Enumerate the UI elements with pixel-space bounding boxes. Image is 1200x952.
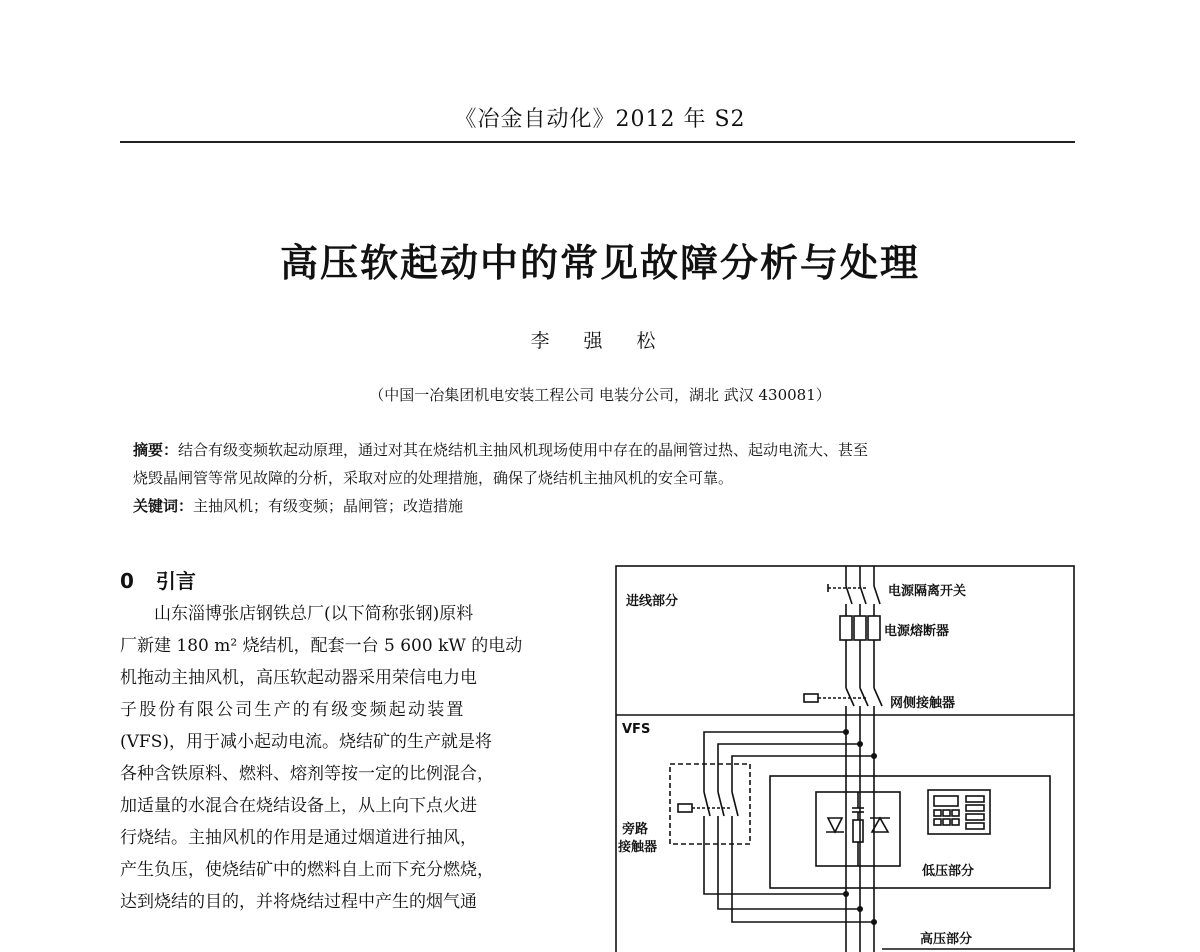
isolator-label: 电源隔离开关 bbox=[888, 584, 967, 599]
header-rule bbox=[120, 141, 1075, 143]
low-voltage-box bbox=[770, 776, 1050, 888]
keywords-text: 主抽风机；有级变频；晶闸管；改造措施 bbox=[193, 497, 464, 515]
section-body bbox=[120, 598, 582, 918]
affiliation: （中国一冶集团机电安装工程公司 电装分公司，湖北 武汉 430081） bbox=[369, 386, 831, 404]
abstract-line-1 bbox=[133, 436, 1038, 464]
abstract-line-2: 烧毁晶闸管等常见故障的分析，采取对应的处理措施，确保了烧结机主抽风机的安全可靠。 bbox=[133, 469, 734, 487]
paper-title: 高压软起动中的常见故障分析与处理 bbox=[279, 241, 920, 285]
vfs-label: VFS bbox=[622, 722, 651, 737]
bypass-contactor-symbol bbox=[670, 764, 750, 844]
section-title: 引言 bbox=[155, 569, 196, 593]
fuse-symbols bbox=[840, 616, 880, 688]
line-contactor-label: 网侧接触器 bbox=[890, 696, 956, 711]
section-number: 0 bbox=[120, 569, 134, 593]
bypass-label-1: 旁路 bbox=[622, 822, 649, 837]
abstract-text-1: 结合有级变频软起动原理，通过对其在烧结机主抽风机现场使用中存在的晶闸管过热、起动电流大、甚至 bbox=[178, 441, 869, 459]
isolator-switch-symbol bbox=[828, 584, 880, 616]
body-line: 机拖动主抽风机，高压软起动器采用荣信电力电 bbox=[120, 668, 477, 688]
section-heading bbox=[120, 565, 196, 594]
body-line: 山东淄博张店钢铁总厂(以下简称张钢)原料 bbox=[154, 604, 474, 624]
high-voltage-label: 高压部分 bbox=[920, 932, 973, 947]
fuse-label: 电源熔断器 bbox=[884, 624, 950, 639]
keywords-label: 关键词： bbox=[133, 497, 194, 515]
body-line: 各种含铁原料、燃料、熔剂等按一定的比例混合， bbox=[120, 764, 494, 784]
low-voltage-label: 低压部分 bbox=[922, 864, 975, 879]
keywords-line bbox=[133, 492, 1038, 520]
body-line: 子股份有限公司生产的有级变频起动装置 bbox=[120, 700, 466, 720]
body-line: 行烧结。主抽风机的作用是通过烟道进行抽风， bbox=[120, 828, 477, 848]
body-line: 加适量的水混合在烧结设备上，从上向下点火进 bbox=[120, 796, 477, 816]
incoming-section-label: 进线部分 bbox=[626, 594, 679, 609]
body-line: 达到烧结的目的，并将烧结过程中产生的烟气通 bbox=[120, 892, 477, 912]
body-line: 厂新建 180 m² 烧结机，配套一台 5 600 kW 的电动 bbox=[120, 636, 523, 656]
body-line: (VFS)，用于减小起动电流。烧结矿的生产就是将 bbox=[120, 732, 492, 752]
bypass-label-2: 接触器 bbox=[618, 840, 658, 855]
abstract-block bbox=[133, 436, 1038, 520]
thyristor-symbol bbox=[816, 792, 900, 866]
incoming-lines bbox=[846, 566, 874, 586]
author: 李 强 松 bbox=[530, 330, 670, 352]
abstract-label: 摘要： bbox=[133, 441, 179, 459]
circuit-svg bbox=[614, 564, 1076, 952]
body-line: 产生负压，使烧结矿中的燃料自上而下充分燃烧， bbox=[120, 860, 494, 880]
controller-panel-symbol bbox=[928, 790, 990, 834]
circuit-diagram bbox=[614, 564, 1076, 952]
journal-header: 《冶金自动化》2012 年 S2 bbox=[454, 107, 746, 132]
